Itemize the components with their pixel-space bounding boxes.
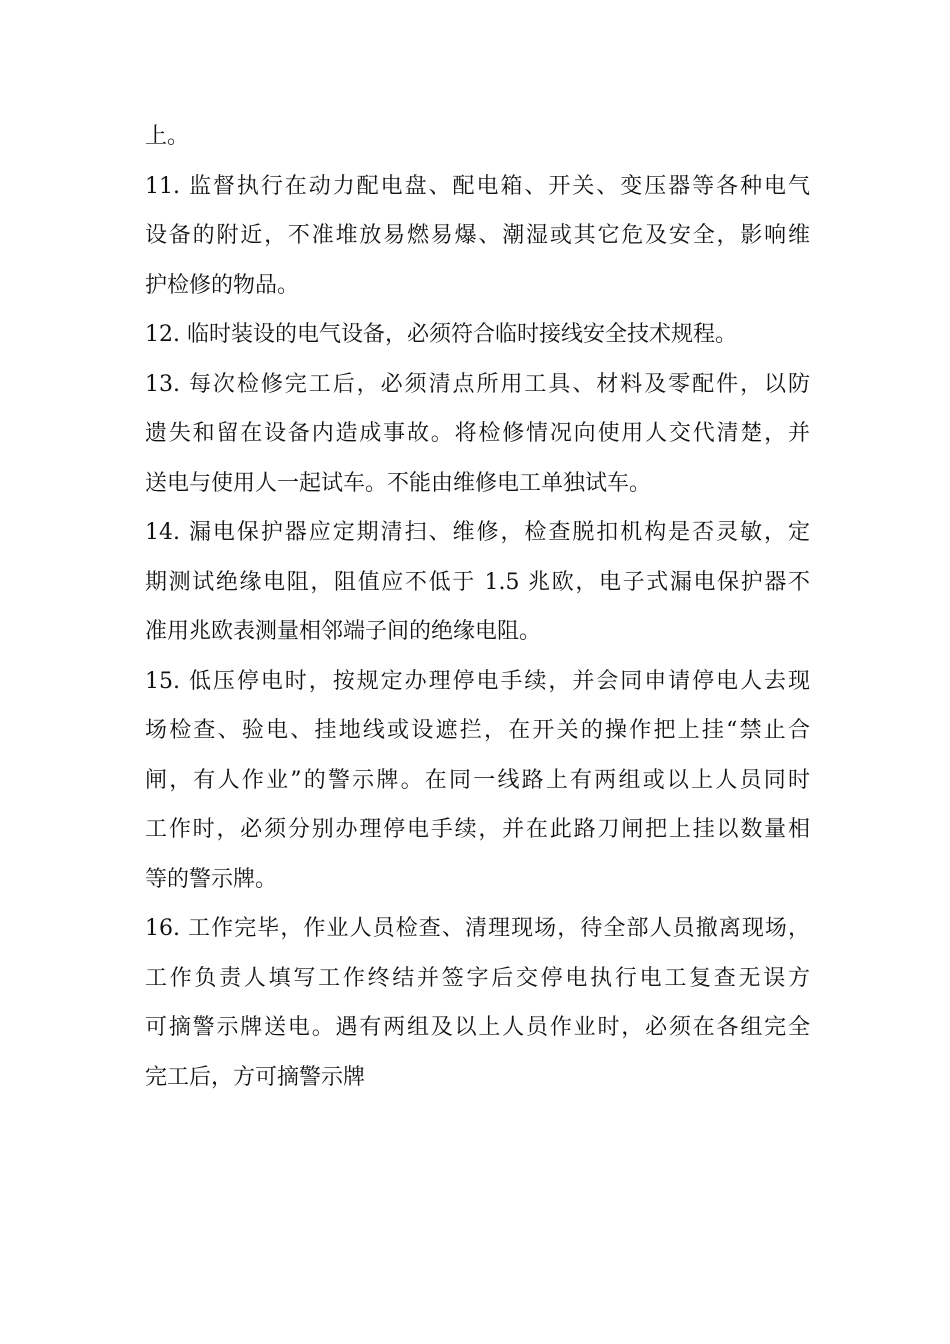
document-body (145, 112, 810, 1102)
text-line: 工作时，必须分别办理停电手续，并在此路刀闸把上挂以数量相 (145, 817, 810, 842)
text-line: 设备的附近，不准堆放易燃易爆、潮湿或其它危及安全，影响维 (145, 223, 810, 248)
text-line: 13. 每次检修完工后，必须清点所用工具、材料及零配件，以防 (145, 371, 810, 397)
text-line: 等的警示牌。 (145, 866, 278, 892)
text-line: 护检修的物品。 (145, 272, 300, 298)
text-line: 可摘警示牌送电。遇有两组及以上人员作业时，必须在各组完全 (145, 1015, 810, 1040)
text-line: 闸，有人作业”的警示牌。在同一线路上有两组或以上人员同时 (145, 767, 810, 793)
text-line: 工作负责人填写工作终结并签字后交停电执行电工复查无误方 (145, 965, 810, 991)
text-line: 15. 低压停电时，按规定办理停电手续，并会同申请停电人去现 (145, 668, 810, 694)
text-line: 场检查、验电、挂地线或设遮拦，在开关的操作把上挂“禁止合 (145, 718, 810, 743)
text-line: 上。 (145, 124, 190, 149)
text-line: 12. 临时装设的电气设备，必须符合临时接线安全技术规程。 (145, 322, 737, 347)
text-line: 14. 漏电保护器应定期清扫、维修，检查脱扣机构是否灵敏，定 (145, 520, 810, 545)
text-line: 11. 监督执行在动力配电盘、配电箱、开关、变压器等各种电气 (145, 173, 810, 199)
text-line: 遗失和留在设备内造成事故。将检修情况向使用人交代清楚，并 (145, 421, 810, 446)
text-line: 16. 工作完毕，作业人员检查、清理现场，待全部人员撤离现场， (145, 916, 810, 941)
text-line: 送电与使用人一起试车。不能由维修电工单独试车。 (145, 470, 652, 496)
text-line: 完工后，方可摘警示牌 (145, 1064, 366, 1090)
text-line: 期测试绝缘电阻，阻值应不低于 1.5 兆欧，电子式漏电保护器不 (145, 569, 810, 595)
text-line: 准用兆欧表测量相邻端子间的绝缘电阻。 (145, 619, 542, 644)
